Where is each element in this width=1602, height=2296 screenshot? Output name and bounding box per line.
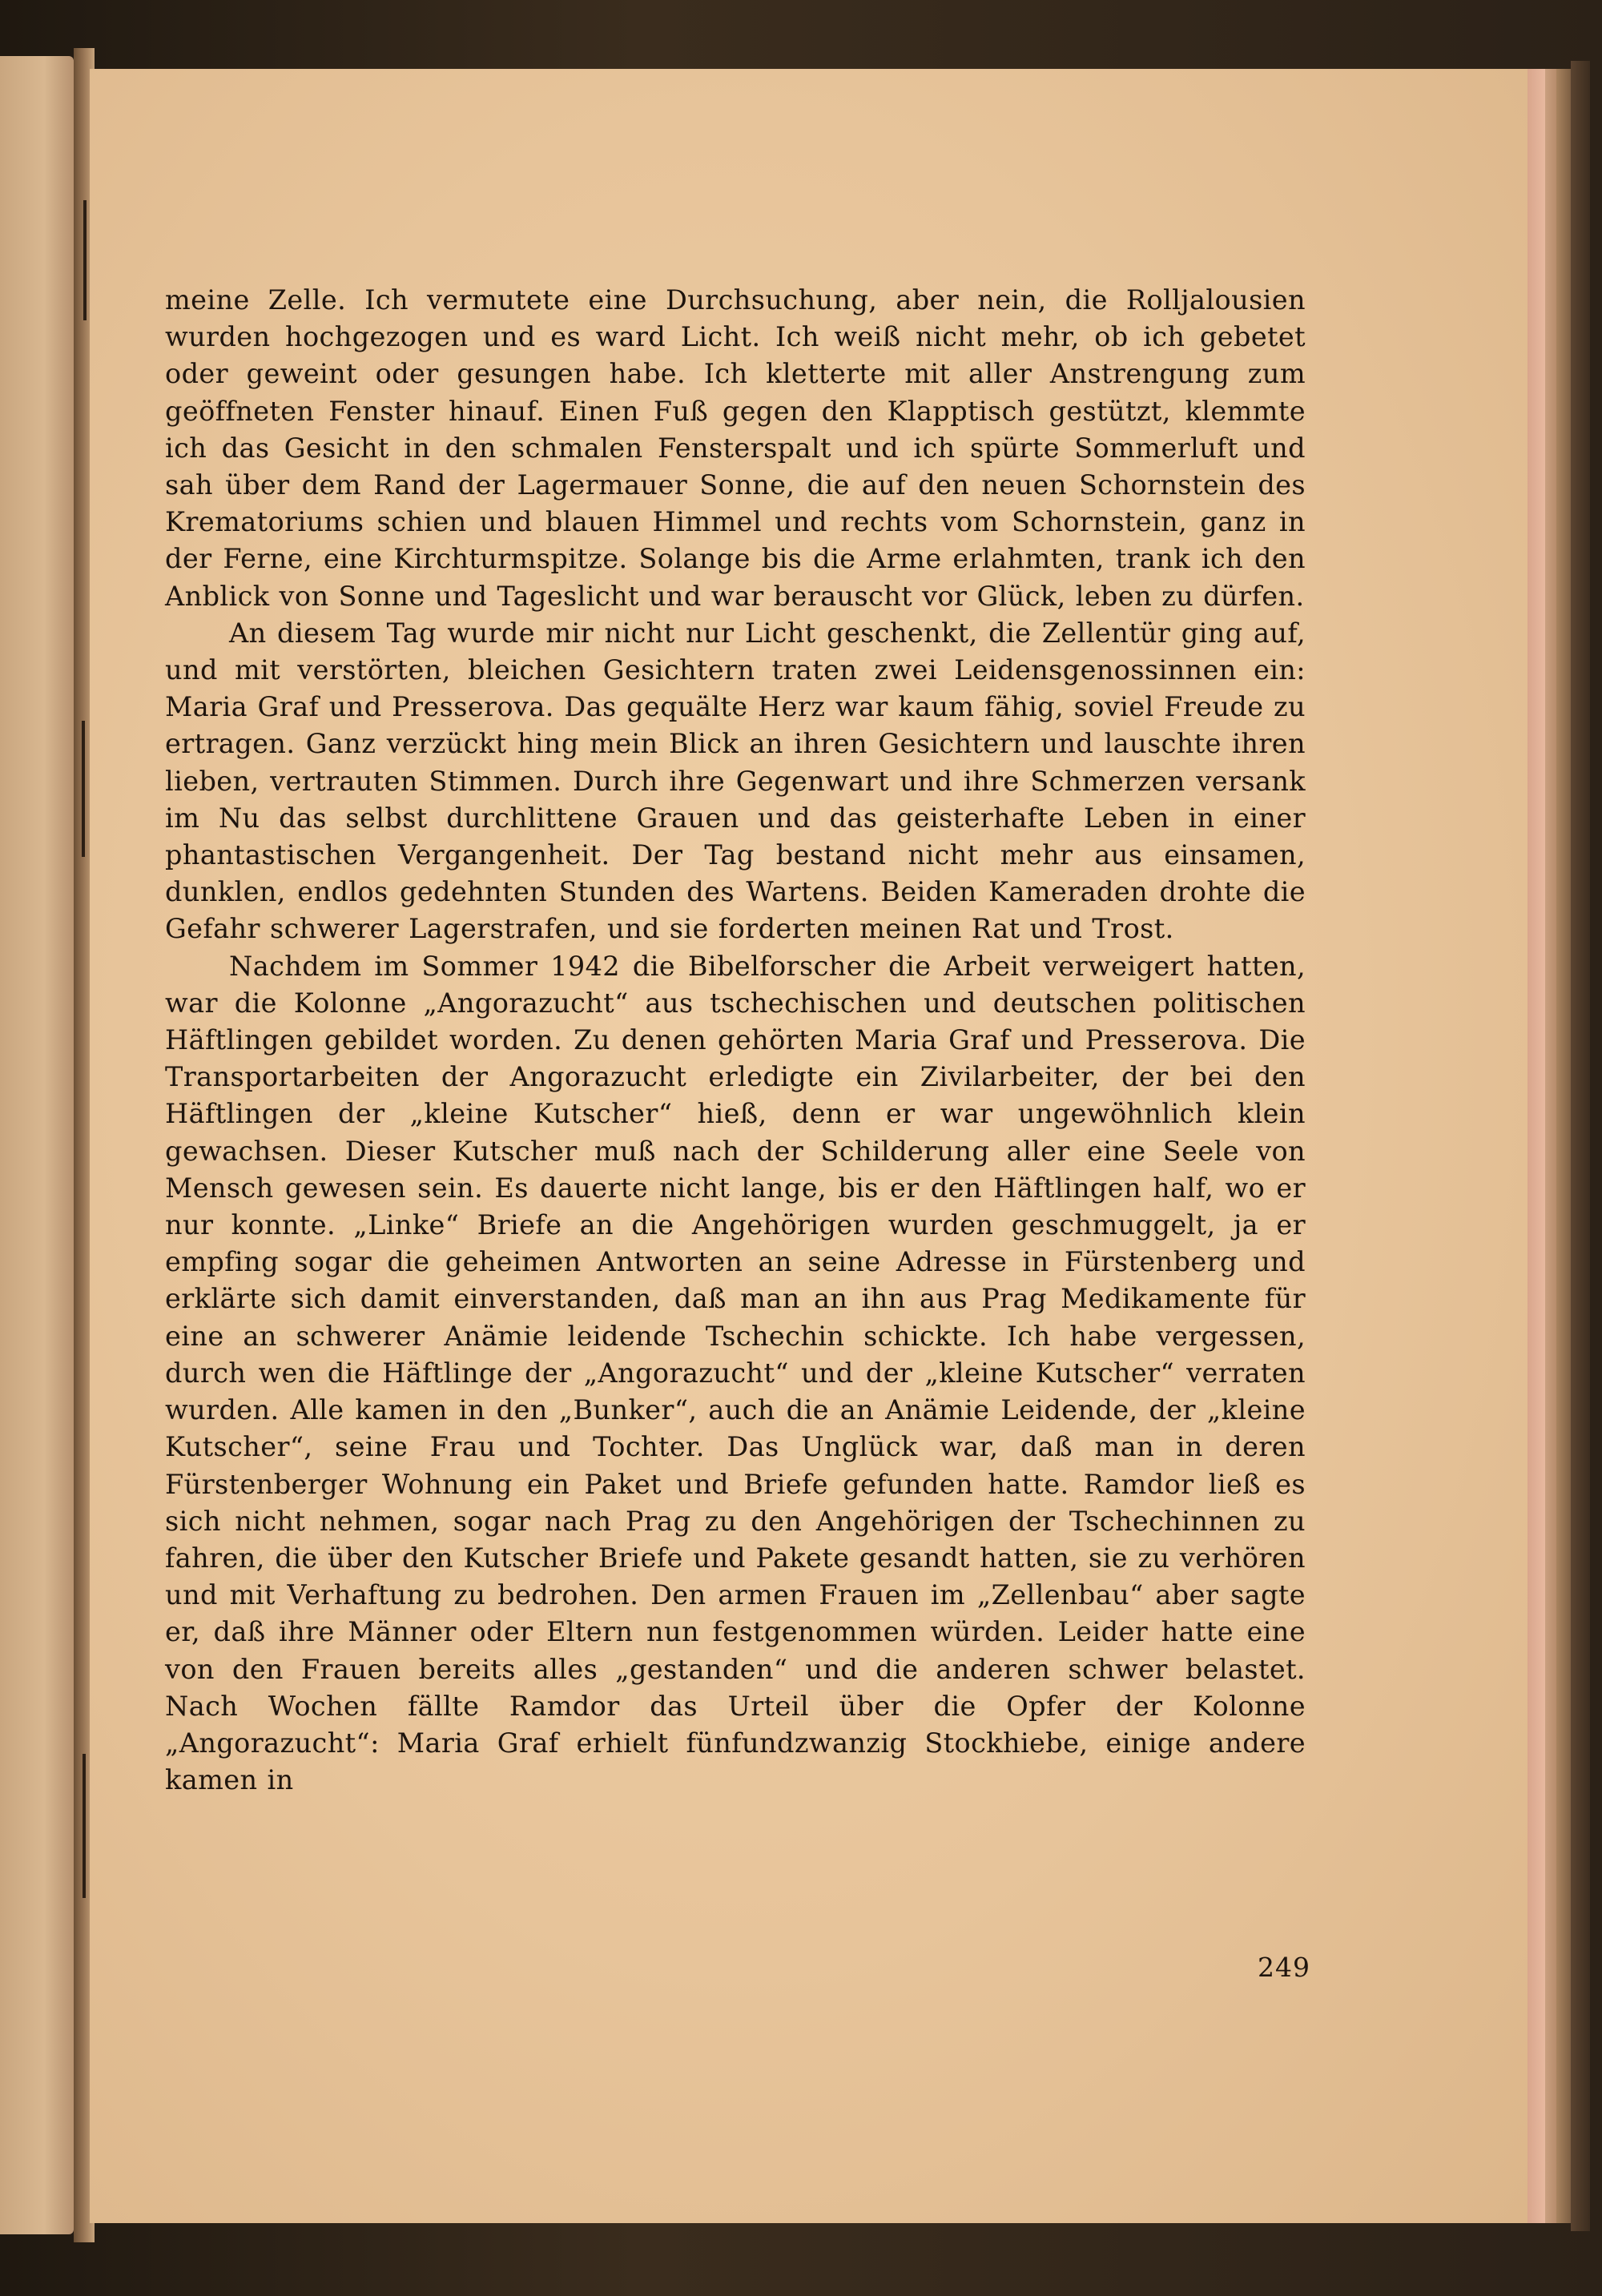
page-edge-stack [1528, 69, 1545, 2223]
page-edge-stack [1545, 69, 1556, 2223]
page-number: 249 [1258, 1952, 1310, 1983]
paragraph: meine Zelle. Ich vermutete eine Durchsuchung, aber nein, die Rolljalousien wurden hochgezogen und es ward Licht. Ich weiß nicht mehr, ob ich gebetet oder geweint oder gesungen habe. Ich kletterte mit aller Anstrengung zum geöffneten Fenster hinauf. Einen Fuß gegen den Klapptisch gestützt, klemmte ich das Gesicht in den schmalen Fensterspalt und ich spürte Sommerluft und sah über dem Rand der Lagermauer Sonne, die auf den neuen Schornstein des Krematoriums schien und blauen Himmel und rechts vom Schornstein, ganz in der Ferne, eine Kirchturmspitze. Solange bis die Arme erlahmten, trank ich den Anblick von Sonne und Tageslicht und war berauscht vor Glück, leben zu dürfen. [165, 284, 1306, 612]
body-text [165, 282, 1306, 1799]
paragraph: Nachdem im Sommer 1942 die Bibelforscher die Arbeit verweigert hatten, war die Kolonne „Angorazucht“ aus tschechischen und deutschen politischen Häftlingen gebildet worden. Zu denen gehörten Maria Graf und Presserova. Die Transportarbeiten der Angorazucht erledigte ein Zivilarbeiter, der bei den Häftlingen der „kleine Kutscher“ hieß, denn er war ungewöhnlich klein gewachsen. Dieser Kutscher muß nach der Schilderung aller eine Seele von Mensch gewesen sein. Es dauerte nicht lange, bis er den Häftlingen half, wo er nur konnte. „Linke“ Briefe an die Angehörigen wurden geschmuggelt, ja er empfing sogar die geheimen Antworten an seine Adresse in Fürstenberg und erklärte sich damit einverstanden, daß man an ihn aus Prag Medikamente für eine an schwerer Anämie leidende Tschechin schickte. Ich habe vergessen, durch wen die Häftlinge der „Angorazucht“ und der „kleine Kutscher“ verraten wurden. Alle kamen in den „Bunker“, auch die an Anämie Leidende, der „kleine Kutscher“, seine Frau und Tochter. Das Unglück war, daß man in deren Fürstenberger Wohnung ein Paket und Briefe gefunden hatte. Ramdor ließ es sich nicht nehmen, sogar nach Prag zu den Angehörigen der Tschechinnen zu fahren, die über den Kutscher Briefe und Pakete gesandt hatten, sie zu verhören und mit Verhaftung zu bedrohen. Den armen Frauen im „Zellenbau“ aber sagte er, daß ihre Männer oder Eltern nun festgenommen würden. Leider hatte eine von den Frauen bereits alles „gestanden“ und die anderen schwer belastet. Nach Wochen fällte Ramdor das Urteil über die Opfer der Kolonne „Angorazucht“: Maria Graf erhielt fünfundzwanzig Stockhiebe, einige andere kamen in [165, 950, 1306, 1796]
page-edge-stack [1556, 69, 1571, 2223]
book-cover-edge [1571, 61, 1590, 2231]
paragraph: An diesem Tag wurde mir nicht nur Licht geschenkt, die Zellentür ging auf, und mit verstörten, bleichen Gesichtern traten zwei Leidensgenossinnen ein: Maria Graf und Presserova. Das gequälte Herz war kaum fähig, soviel Freude zu ertragen. Ganz verzückt hing mein Blick an ihren Gesichtern und lauschte ihren lieben, vertrauten Stimmen. Durch ihre Gegenwart und ihre Schmerzen versank im Nu das selbst durchlittene Grauen und das geisterhafte Leben in einer phantastischen Vergangenheit. Der Tag bestand nicht mehr aus einsamen, dunklen, endlos gedehnten Stunden des Wartens. Beiden Kameraden drohte die Gefahr schwerer Lagerstrafen, und sie forderten meinen Rat und Trost. [165, 617, 1306, 945]
previous-page-edge [0, 56, 74, 2234]
